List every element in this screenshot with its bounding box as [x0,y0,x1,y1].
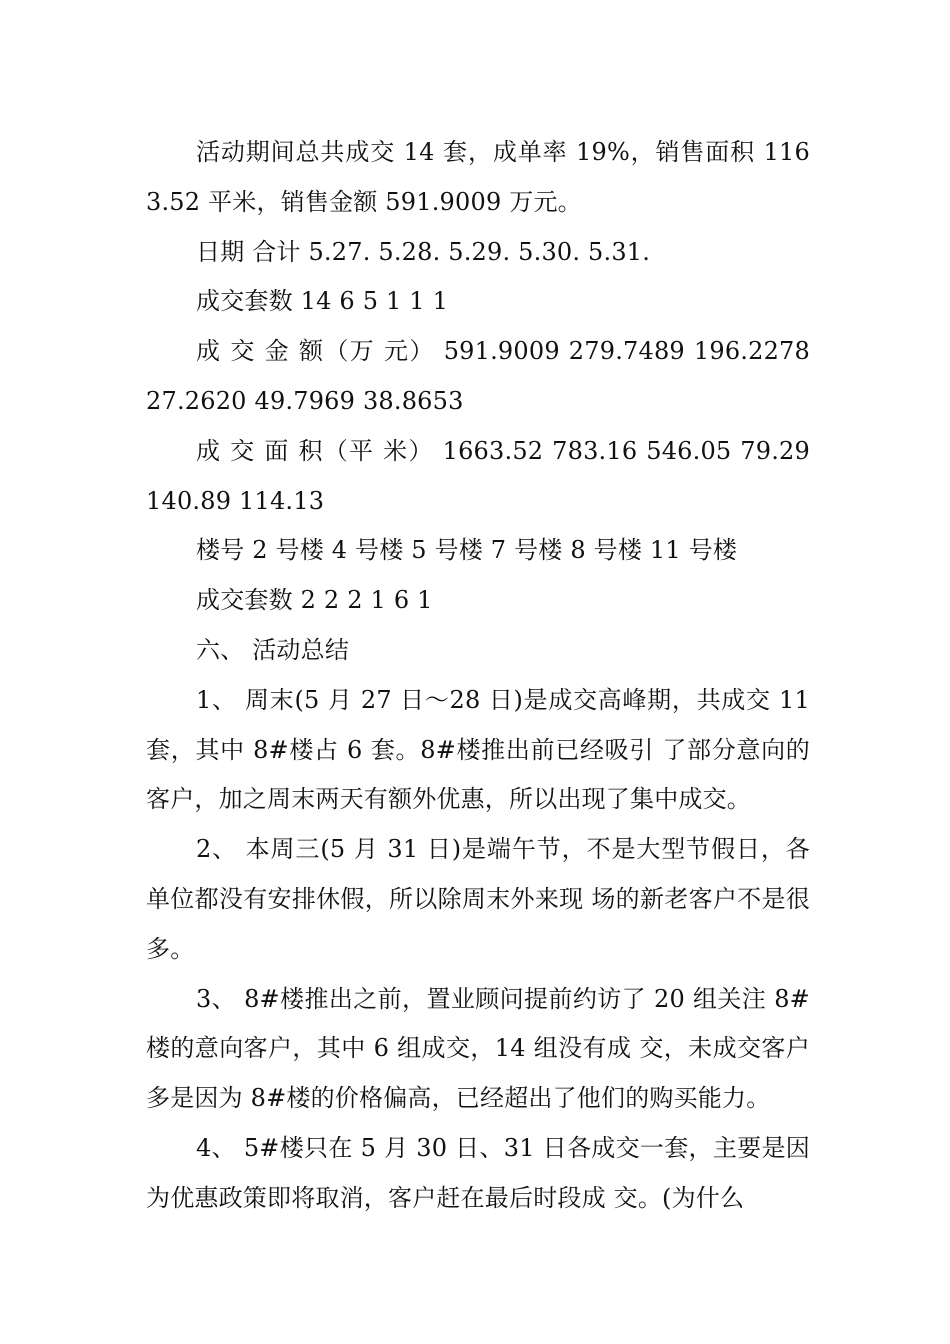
paragraph-date-row: 日期 合计 5.27. 5.28. 5.29. 5.30. 5.31. [196,237,651,266]
section-heading-summary: 六、 活动总结 [196,635,350,664]
paragraph-building-deal-count-row: 成交套数 2 2 2 1 6 1 [196,586,433,615]
paragraph-building-row: 楼号 2 号楼 4 号楼 5 号楼 7 号楼 8 号楼 11 号楼 [196,536,738,565]
paragraph-sales-summary: 活动期间总共成交 14 套，成单率 19%，销售面积 1163.52 平米，销售金额 591.9009 万元。 [146,138,810,216]
paragraph-deal-area-row: 成 交 面 积（平 米） 1663.52 783.16 546.05 79.29 140.89 114.13 [146,436,810,515]
paragraph-deal-count-row: 成交套数 14 6 5 1 1 1 [196,287,449,316]
summary-item-3: 3、 8#楼推出之前，置业顾问提前约访了 20 组关注 8#楼的意向客户，其中 6 组成交，14 组没有成 交，未成交客户多是因为 8#楼的价格偏高，已经超出了他们的购买能力。 [146,984,810,1113]
summary-item-2: 2、 本周三(5 月 31 日)是端午节，不是大型节假日，各单位都没有安排休假，所以除周末外来现 场的新老客户不是很多。 [146,835,810,963]
document-body [146,128,810,1224]
summary-item-4: 4、 5#楼只在 5 月 30 日、31 日各成交一套，主要是因为优惠政策即将取消，客户赶在最后时段成 交。(为什么 [146,1133,810,1212]
paragraph-deal-amount-row: 成 交 金 额（万 元） 591.9009 279.7489 196.2278 27.2620 49.7969 38.8653 [146,337,810,415]
summary-item-1: 1、 周末(5 月 27 日～28 日)是成交高峰期，共成交 11 套，其中 8#楼占 6 套。8#楼推出前已经吸引 了部分意向的客户，加之周末两天有额外优惠，所以出现了集中成交。 [146,685,810,814]
